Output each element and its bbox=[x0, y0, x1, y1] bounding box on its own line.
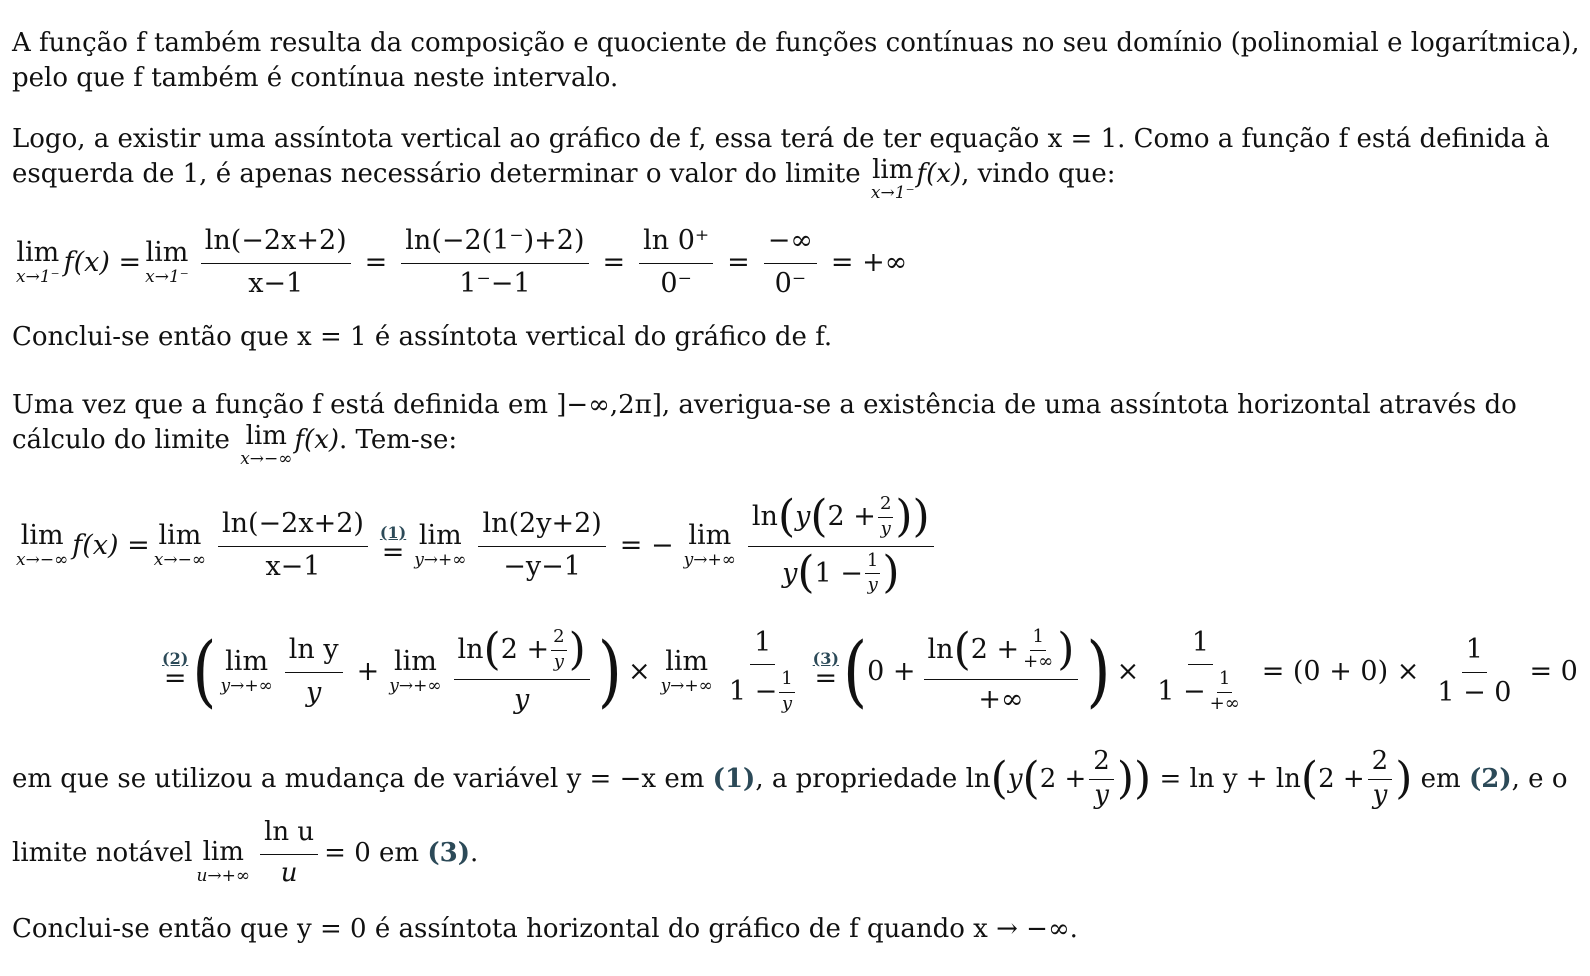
step-label: (1) bbox=[379, 522, 407, 542]
var-y: y bbox=[795, 501, 811, 533]
lim-subscript: y→+∞ bbox=[660, 675, 713, 696]
lim-text: lim bbox=[158, 519, 202, 551]
paragraph-continuity bbox=[12, 26, 1580, 96]
text-span: , e o bbox=[1511, 763, 1568, 794]
text-span: cálculo do limite bbox=[12, 425, 230, 455]
paren: ( bbox=[483, 623, 501, 675]
denominator bbox=[1153, 665, 1247, 714]
paren: ( bbox=[953, 623, 971, 675]
denominator: +∞ bbox=[978, 683, 1024, 715]
small-fraction bbox=[1021, 627, 1055, 672]
denominator: +∞ bbox=[1023, 650, 1054, 672]
numerator: ln y bbox=[285, 634, 343, 672]
lim-subscript: y→+∞ bbox=[683, 549, 736, 570]
text-line bbox=[12, 423, 1538, 468]
limit-operator bbox=[240, 423, 292, 468]
fraction bbox=[218, 508, 368, 581]
numerator bbox=[748, 490, 934, 546]
paren: )) bbox=[1116, 753, 1152, 804]
numerator: 2 bbox=[1368, 747, 1393, 780]
limit-operator bbox=[414, 519, 467, 570]
text-span: . bbox=[470, 837, 479, 868]
paragraph-explanation bbox=[12, 744, 1568, 814]
equals-minus: = − bbox=[619, 529, 674, 561]
denominator: 1 − 0 bbox=[1437, 676, 1512, 708]
lim-subscript: y→+∞ bbox=[414, 549, 467, 570]
step-label: (3) bbox=[812, 648, 839, 668]
term: 1 − bbox=[814, 557, 863, 589]
lim-subscript: x→−∞ bbox=[16, 549, 69, 570]
lim-text: lim bbox=[16, 236, 60, 268]
numerator: 1 bbox=[779, 669, 794, 693]
denominator: x−1 bbox=[248, 267, 304, 299]
fraction bbox=[454, 623, 590, 715]
fraction bbox=[1433, 634, 1515, 707]
text-span: . Tem-se: bbox=[339, 425, 458, 455]
numerator: ln(−2x+2) bbox=[201, 225, 351, 263]
fraction bbox=[924, 623, 1079, 715]
limit-operator bbox=[220, 645, 273, 696]
reference-1: (1) bbox=[712, 763, 756, 794]
fraction bbox=[201, 225, 351, 298]
text-line: Conclui-se então que x = 1 é assíntota vertical do gráfico de f. bbox=[12, 322, 833, 352]
paragraph-vertical-asymptote bbox=[12, 122, 1550, 203]
text-line: Conclui-se então que y = 0 é assíntota horizontal do gráfico de f quando x → −∞. bbox=[12, 914, 1078, 944]
lim-text: lim bbox=[202, 837, 244, 867]
limit-operator bbox=[16, 236, 60, 287]
denominator: y bbox=[513, 683, 530, 715]
limit-operator bbox=[196, 839, 250, 885]
numerator: 2 bbox=[1089, 747, 1114, 780]
equation-limit-1 bbox=[12, 222, 913, 302]
paren: ( bbox=[842, 624, 868, 716]
limit-operator bbox=[683, 519, 736, 570]
function-expr: f(x) bbox=[916, 159, 962, 189]
text-span: em que se utilizou a mudança de variável y = −x em bbox=[12, 763, 705, 794]
denominator: y bbox=[1372, 780, 1388, 810]
term: 2 + bbox=[1318, 763, 1365, 794]
var-y: y bbox=[1007, 763, 1023, 794]
paren: ( bbox=[1300, 753, 1319, 804]
text-line: Uma vez que a função f está definida em ]−∞,2π], averigua-se a existência de uma assíntota horizontal através do bbox=[12, 390, 1517, 420]
equation-limit-3 bbox=[158, 608, 1584, 734]
denominator: −y−1 bbox=[503, 550, 581, 582]
limit-operator bbox=[871, 157, 915, 202]
product-term: = (0 + 0) × bbox=[1261, 655, 1420, 687]
lim-subscript: y→+∞ bbox=[389, 675, 442, 696]
denominator bbox=[725, 665, 801, 714]
paren: ) bbox=[597, 624, 622, 716]
numerator: ln 0⁺ bbox=[639, 225, 713, 263]
limit-operator bbox=[16, 519, 69, 570]
denominator: y bbox=[880, 517, 891, 539]
denominator: x−1 bbox=[265, 550, 321, 582]
equation-limit-2 bbox=[12, 490, 942, 600]
text-span: em bbox=[1420, 763, 1461, 794]
paren: ) bbox=[882, 547, 900, 599]
denominator: u bbox=[280, 857, 298, 888]
numerator: ln u bbox=[260, 818, 318, 855]
paren: ( bbox=[990, 753, 1008, 804]
numerator: −∞ bbox=[764, 225, 817, 263]
lim-text: lim bbox=[145, 236, 189, 268]
lim-text: lim bbox=[225, 645, 269, 677]
numerator bbox=[454, 623, 590, 679]
equals-sign: = bbox=[602, 246, 626, 278]
lim-text: lim bbox=[665, 645, 709, 677]
equals-sign: = bbox=[727, 246, 750, 278]
paragraph-horizontal-asymptote bbox=[12, 388, 1538, 468]
ln-text: ln bbox=[751, 501, 778, 533]
numerator: 1 bbox=[1462, 634, 1487, 672]
paren: ) bbox=[1057, 623, 1075, 675]
fraction bbox=[285, 634, 343, 707]
lim-subscript: x→−∞ bbox=[153, 549, 206, 570]
limit-operator bbox=[660, 645, 713, 696]
denominator: y bbox=[553, 650, 564, 672]
small-fraction bbox=[1208, 669, 1242, 714]
fraction bbox=[764, 225, 817, 298]
lim-text: lim bbox=[245, 421, 287, 451]
denominator: y bbox=[1094, 780, 1109, 810]
paragraph-notable-limit bbox=[12, 818, 1538, 888]
paragraph-conclusion-vertical bbox=[12, 320, 1538, 355]
fraction bbox=[1153, 627, 1247, 714]
lim-subscript: u→+∞ bbox=[196, 866, 251, 886]
lim-subscript: x→−∞ bbox=[240, 449, 293, 469]
term: 2 + bbox=[827, 501, 876, 533]
text-line: A função f também resulta da composição e quociente de funções contínuas no seu domínio (polinomial e logarítmica), bbox=[12, 28, 1580, 58]
lim-subscript: x→1⁻ bbox=[870, 183, 915, 203]
step-label: (2) bbox=[162, 648, 189, 668]
lim-subscript: y→+∞ bbox=[220, 675, 273, 696]
text-span: limite notável bbox=[12, 837, 193, 868]
times-sign: × bbox=[627, 655, 651, 687]
text-span: esquerda de 1, é apenas necessário determinar o valor do limite bbox=[12, 159, 861, 189]
var-y: y bbox=[782, 557, 798, 589]
fraction bbox=[1089, 747, 1114, 811]
paren: ) bbox=[568, 623, 586, 675]
lim-text: lim bbox=[418, 519, 462, 551]
numerator: 1 bbox=[865, 551, 880, 575]
function-expr: f(x) = bbox=[63, 246, 142, 278]
fraction bbox=[478, 508, 605, 581]
ln-text: ln bbox=[927, 634, 954, 666]
denominator: 0⁻ bbox=[660, 267, 692, 299]
ln-text: ln bbox=[457, 634, 484, 666]
numerator: ln(−2(1⁻)+2) bbox=[401, 225, 588, 263]
denominator: 1⁻−1 bbox=[459, 267, 531, 299]
result: = 0 bbox=[1529, 655, 1578, 687]
paren: ( bbox=[192, 624, 217, 716]
result: = +∞ bbox=[830, 246, 908, 278]
reference-2: (2) bbox=[1468, 763, 1512, 794]
lim-text: lim bbox=[393, 645, 437, 677]
text-span: , vindo que: bbox=[961, 159, 1116, 189]
text-line: Logo, a existir uma assíntota vertical ao gráfico de f, essa terá de ter equação x = 1. Como a função f está definida à bbox=[12, 124, 1550, 154]
small-fraction bbox=[878, 494, 893, 539]
numerator: 2 bbox=[551, 627, 566, 651]
fraction bbox=[1368, 747, 1393, 811]
fraction bbox=[260, 818, 318, 889]
numerator: 1 bbox=[750, 627, 775, 665]
small-fraction bbox=[551, 627, 566, 672]
text-span: , a propriedade ln bbox=[755, 763, 991, 794]
denominator: y bbox=[781, 693, 793, 715]
lim-text: lim bbox=[688, 519, 732, 551]
lim-subscript: x→1⁻ bbox=[16, 266, 60, 287]
numerator bbox=[924, 623, 1079, 679]
lim-text: lim bbox=[872, 155, 914, 185]
text-span: = ln y + ln bbox=[1159, 763, 1301, 794]
times-sign: × bbox=[1116, 655, 1140, 687]
denominator: 0⁻ bbox=[774, 267, 807, 299]
lim-subscript: x→1⁻ bbox=[145, 266, 189, 287]
text-line bbox=[12, 157, 1538, 202]
lim-text: lim bbox=[20, 519, 64, 551]
numerator: 1 bbox=[1188, 627, 1213, 665]
paren: ( bbox=[1022, 753, 1040, 804]
paren: ( bbox=[797, 547, 815, 599]
plus-sign: + bbox=[356, 655, 380, 687]
equals-sign: = bbox=[364, 246, 388, 278]
paren: ) bbox=[1086, 624, 1111, 716]
paragraph-conclusion-horizontal bbox=[12, 912, 1538, 947]
denominator bbox=[778, 547, 903, 599]
numerator: 1 bbox=[1030, 627, 1045, 651]
term: 2 + bbox=[1039, 763, 1087, 794]
small-fraction bbox=[779, 669, 794, 714]
term: 1 − bbox=[1157, 676, 1206, 708]
fraction bbox=[748, 490, 934, 599]
denominator: +∞ bbox=[1209, 693, 1240, 715]
limit-operator bbox=[389, 645, 442, 696]
numerator: ln(−2x+2) bbox=[218, 508, 368, 546]
term: 2 + bbox=[500, 634, 550, 666]
text-line: pelo que f também é contínua neste intervalo. bbox=[12, 63, 619, 93]
reference-3: (3) bbox=[427, 837, 471, 868]
labeled-equals: (1) = bbox=[379, 522, 407, 568]
limit-operator bbox=[145, 236, 189, 287]
numerator: 1 bbox=[1217, 669, 1232, 693]
term: 1 − bbox=[728, 676, 778, 708]
term: 2 + bbox=[970, 634, 1020, 666]
numerator: 2 bbox=[878, 494, 893, 518]
paren: ( bbox=[810, 490, 828, 542]
fraction bbox=[401, 225, 588, 298]
function-expr: f(x) = bbox=[72, 529, 150, 561]
function-expr: f(x) bbox=[294, 425, 340, 455]
denominator: y bbox=[306, 676, 322, 708]
denominator: y bbox=[867, 574, 878, 596]
term: 0 + bbox=[867, 655, 916, 687]
paren: ( bbox=[777, 490, 796, 542]
fraction bbox=[639, 225, 713, 298]
small-fraction bbox=[865, 551, 880, 596]
fraction bbox=[725, 627, 801, 714]
paren: )) bbox=[895, 490, 930, 542]
paren: ) bbox=[1395, 753, 1413, 804]
text-span: = 0 em bbox=[324, 837, 420, 868]
limit-operator bbox=[153, 519, 206, 570]
numerator: ln(2y+2) bbox=[478, 508, 605, 546]
labeled-equals: (3) = bbox=[812, 648, 839, 694]
labeled-equals: (2) = bbox=[162, 648, 189, 694]
